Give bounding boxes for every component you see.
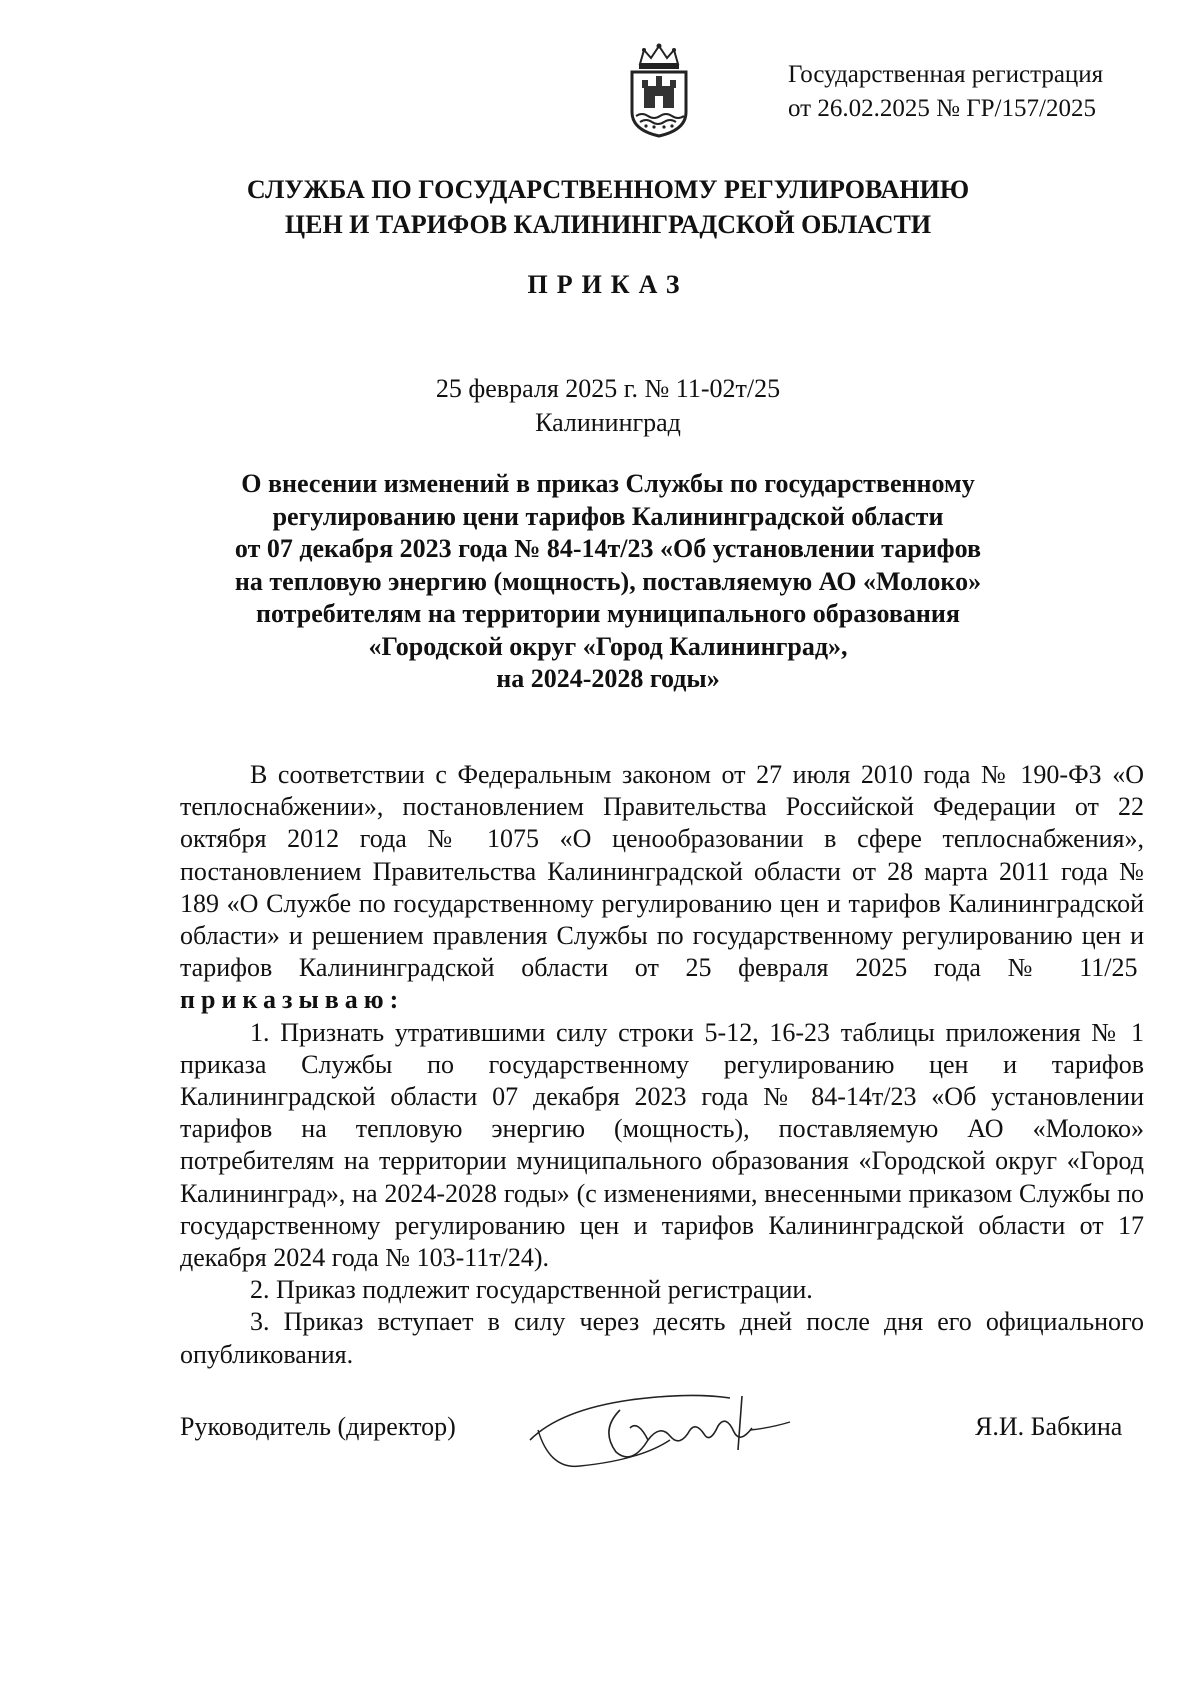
registration-line-1: Государственная регистрация	[788, 61, 1104, 88]
date-number: 25 февраля 2025 г. № 11-02т/25	[435, 374, 781, 403]
document-subject	[0, 468, 1200, 696]
order-item-3: 3. Приказ вступает в силу через десять дней после дня его официального опубликования.	[180, 1307, 1144, 1369]
subject-line: О внесении изменений в приказ Службы по государственному	[241, 469, 975, 498]
preamble-text: В соответствии с Федеральным законом от 27 июля 2010 года № 190-ФЗ «О теплоснабжении», постановлением Правительства Российской Федерации от 22 октября 2012 года № 1075 «О ценообразовании в сфере теплоснабжения», постановлением Правительства Калининградской области от 28 марта 2011 года № 189 «О Службе по государственному регулированию цен и тарифов Калининградской области» и решением правления Службы по государственному регулированию цен и тарифов Калининградской области от 25 февраля 2025 года № 11/25	[180, 760, 1144, 983]
coat-of-arms-icon	[626, 42, 692, 138]
agency-name	[0, 172, 1200, 242]
order-item-2: 2. Приказ подлежит государственной регистрации.	[250, 1275, 813, 1305]
signer-name: Я.И. Бабкина	[975, 1412, 1123, 1441]
signer-title: Руководитель (директор)	[180, 1412, 456, 1441]
subject-line: регулированию цени тарифов Калининградской области	[272, 501, 944, 531]
subject-line: на 2024-2028 годы»	[496, 664, 720, 693]
city: Калининград	[535, 408, 681, 437]
handwritten-signature	[520, 1370, 820, 1480]
subject-line: потребителям на территории муниципального образования	[256, 599, 960, 628]
registration-line-2: от 26.02.2025 № ГР/157/2025	[788, 95, 1096, 122]
subject-line: от 07 декабря 2023 года № 84-14т/23 «Об установлении тарифов	[234, 534, 982, 563]
order-word: приказываю:	[180, 985, 405, 1015]
document-type: ПРИКАЗ	[527, 270, 689, 299]
subject-line: «Городской округ «Город Калининград»,	[368, 631, 848, 661]
order-item-1: 1. Признать утратившими силу строки 5-12, 16-23 таблицы приложения № 1 приказа Службы по государственному регулированию цен и тарифов Калининградской области 07 декабря 2023 года № 84-14т/23 «Об установлении тарифов на тепловую энергию (мощность), поставляемую АО «Молоко» потребителям на территории муниципального образования «Городской округ «Город Калининград», на 2024-2028 годы» (с изменениями, внесенными приказом Службы по государственному регулированию цен и тарифов Калининградской области от 17 декабря 2024 года № 103-11т/24).	[180, 1017, 1144, 1273]
agency-line-2: ЦЕН И ТАРИФОВ КАЛИНИНГРАДСКОЙ ОБЛАСТИ	[284, 210, 932, 239]
agency-line-1: СЛУЖБА ПО ГОСУДАРСТВЕННОМУ РЕГУЛИРОВАНИЮ	[246, 175, 970, 204]
subject-line: на тепловую энергию (мощность), поставляемую АО «Молоко»	[234, 566, 982, 596]
state-registration	[788, 58, 1103, 126]
document-date-number	[0, 372, 1200, 440]
document-body	[180, 759, 1144, 1371]
preamble-paragraph	[180, 759, 1144, 1017]
